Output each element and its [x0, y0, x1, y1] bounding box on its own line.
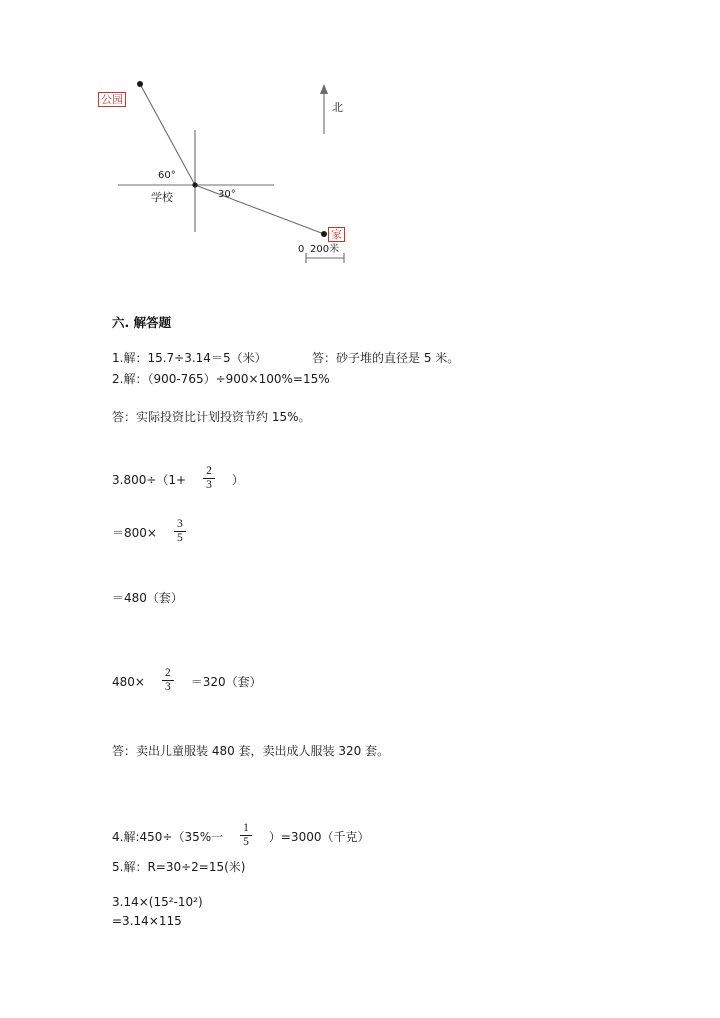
q4-prefix: 4.解:450÷（35%一 [112, 830, 224, 845]
answer-line-q1: 1.解：15.7÷3.14＝5（米） [112, 351, 267, 365]
ray-to-home [195, 185, 324, 234]
park-point [137, 81, 143, 87]
school-point [192, 182, 197, 187]
fraction-three-fifths [174, 518, 186, 545]
fraction-denominator: 3 [203, 478, 215, 492]
answer-line-q3-2 [112, 519, 189, 546]
label-angle-60: 60° [158, 170, 176, 181]
answer-line-q1-answer: 答：砂子堆的直径是 5 米。 [312, 351, 460, 365]
fraction-denominator: 5 [174, 531, 186, 545]
q3-line4-prefix: 480× [112, 674, 145, 689]
answer-line-q5: 5.解：R=30÷2=15(米) [112, 860, 246, 874]
fraction-denominator: 5 [240, 835, 252, 849]
q3-line1-prefix: 3.800÷（1+ [112, 473, 187, 488]
direction-diagram [96, 62, 426, 282]
fraction-numerator: 2 [206, 465, 212, 477]
section-heading: 六. 解答题 [112, 315, 172, 330]
answer-line-q3-answer: 答：卖出儿童服装 480 套，卖出成人服装 320 套。 [112, 744, 390, 758]
answer-line-q2: 2.解：（900-765）÷900×100%=15% [112, 372, 330, 386]
answer-line-q5-2: 3.14×(15²-10²) [112, 895, 203, 909]
label-school: 学校 [151, 191, 173, 204]
fraction-denominator: 3 [162, 680, 174, 694]
fraction-two-thirds [162, 667, 174, 694]
q3-line4-suffix: ＝320（套） [190, 675, 262, 690]
fraction-one-fifth [240, 822, 252, 849]
label-scale-value: 200米 [310, 244, 340, 255]
answer-line-q4 [112, 823, 369, 850]
label-park: 公园 [98, 92, 126, 107]
diagram-svg [96, 62, 426, 282]
answer-line-q5-3: =3.14×115 [112, 914, 182, 928]
answer-line-q3-3: ＝480（套） [112, 591, 183, 605]
q3-line2-prefix: ＝800× [112, 526, 157, 541]
fraction-numerator: 1 [243, 822, 249, 834]
label-scale-zero: 0 [298, 244, 305, 255]
fraction-numerator: 3 [176, 518, 183, 530]
answer-line-q2-answer: 答：实际投资比计划投资节约 15%。 [112, 410, 311, 424]
home-point [321, 231, 327, 237]
label-north: 北 [332, 101, 343, 114]
answer-line-q3-4 [112, 668, 262, 695]
label-angle-30: 30° [218, 189, 236, 200]
q4-suffix: ）=3000（千克） [268, 830, 370, 845]
q3-line1-suffix: ） [231, 473, 244, 488]
answer-line-q3-1 [112, 466, 244, 493]
label-home: 家 [328, 227, 345, 242]
fraction-two-thirds [203, 465, 215, 492]
fraction-numerator: 2 [164, 667, 171, 679]
north-arrow-head [320, 84, 328, 94]
